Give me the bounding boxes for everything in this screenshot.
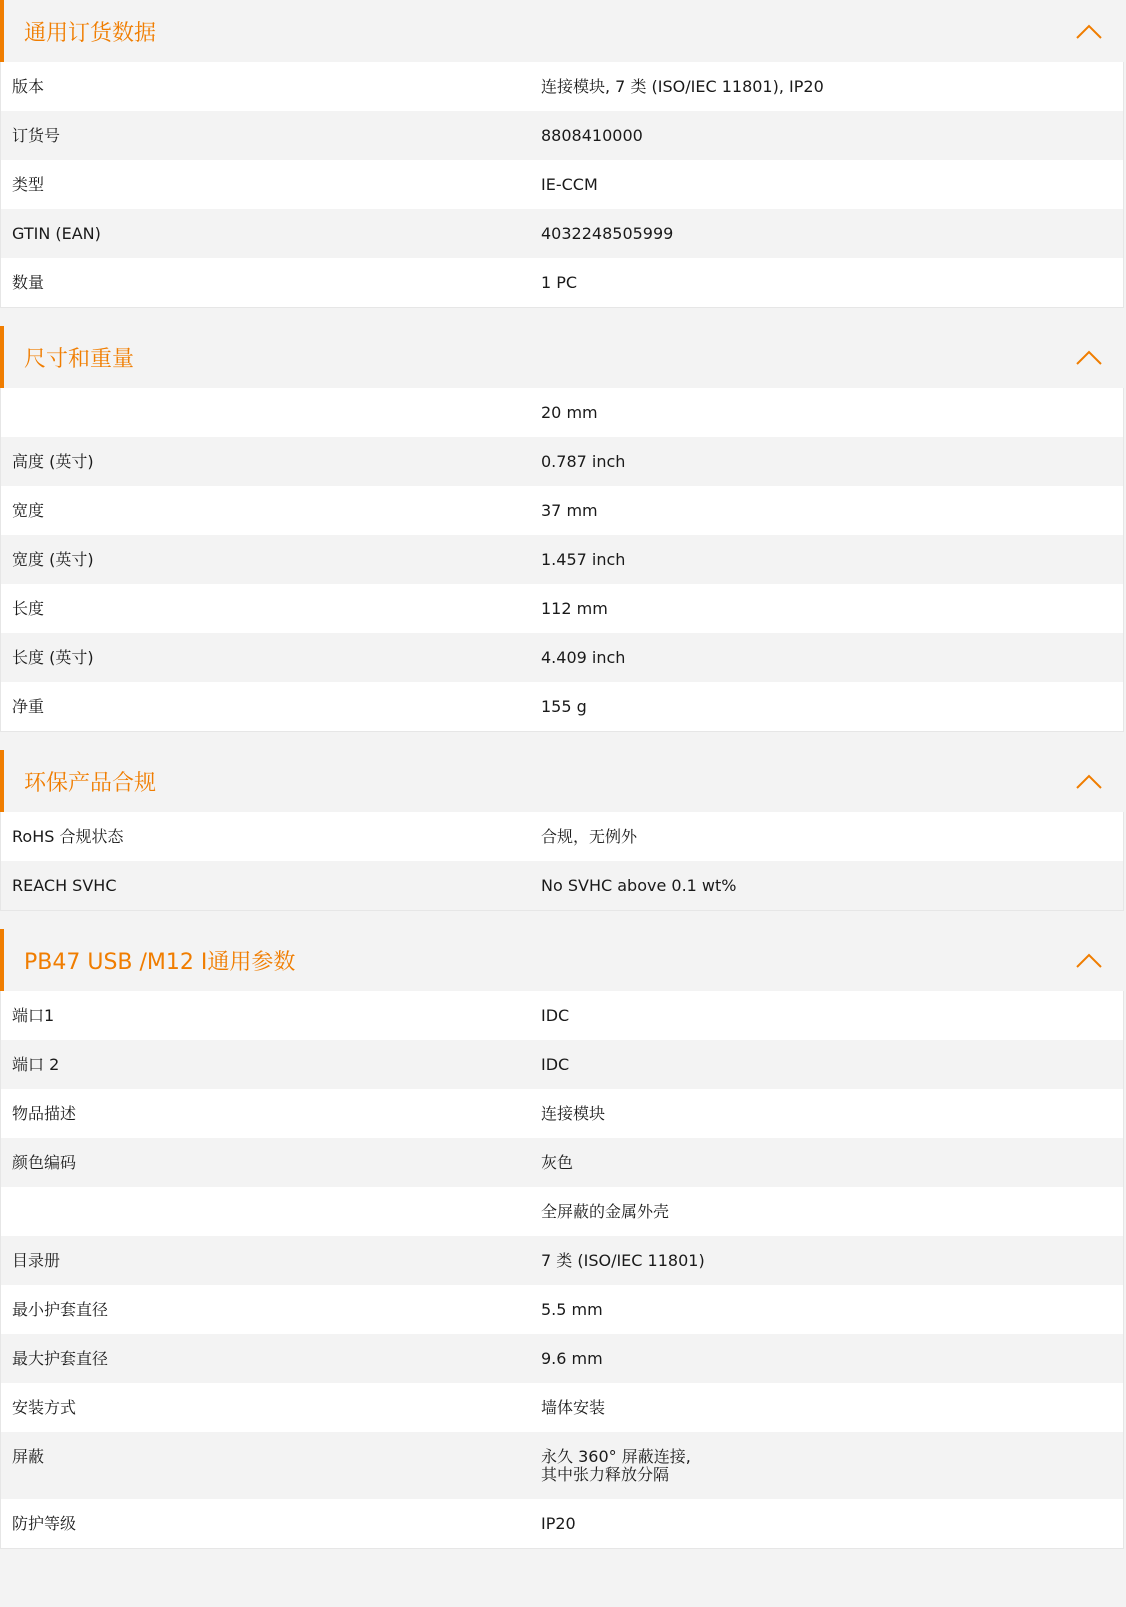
table-row bbox=[1, 584, 1123, 633]
table-row bbox=[1, 861, 1123, 910]
row-value: 连接模块, 7 类 (ISO/IEC 11801), IP20 bbox=[541, 77, 824, 96]
table-row bbox=[1, 633, 1123, 682]
section-body bbox=[0, 62, 1124, 308]
row-value: 墙体安装 bbox=[541, 1398, 606, 1417]
row-label: 端口 2 bbox=[12, 1055, 60, 1074]
table-row bbox=[1, 1432, 1123, 1499]
table-row bbox=[1, 1040, 1123, 1089]
section-header[interactable] bbox=[0, 929, 1124, 991]
section-title: 通用订货数据 bbox=[24, 20, 157, 46]
next-section-edge bbox=[0, 1567, 1124, 1607]
chevron-up-icon[interactable] bbox=[1074, 344, 1104, 370]
row-value: 1.457 inch bbox=[541, 550, 626, 569]
row-value: 全屏蔽的金属外壳 bbox=[541, 1202, 670, 1221]
table-row bbox=[1, 1089, 1123, 1138]
row-label: 端口1 bbox=[12, 1006, 55, 1025]
section-header[interactable] bbox=[0, 0, 1124, 62]
section-title: PB47 USB /M12 I通用参数 bbox=[24, 949, 296, 975]
table-row bbox=[1, 209, 1123, 258]
table-row bbox=[1, 1236, 1123, 1285]
row-label: 长度 bbox=[12, 599, 45, 618]
row-value: No SVHC above 0.1 wt% bbox=[541, 876, 737, 895]
chevron-up-icon[interactable] bbox=[1074, 768, 1104, 794]
row-value: IDC bbox=[541, 1055, 570, 1074]
chevron-up-icon[interactable] bbox=[1074, 18, 1104, 44]
row-label: 版本 bbox=[12, 77, 45, 96]
row-value: 灰色 bbox=[541, 1153, 574, 1172]
row-label: 屏蔽 bbox=[12, 1447, 45, 1466]
row-value: 合规，无例外 bbox=[541, 827, 638, 846]
table-row bbox=[1, 1334, 1123, 1383]
row-label: 高度 (英寸) bbox=[12, 452, 94, 471]
row-value: 4032248505999 bbox=[541, 224, 674, 243]
row-label: REACH SVHC bbox=[12, 876, 117, 895]
table-row bbox=[1, 535, 1123, 584]
chevron-up-icon[interactable] bbox=[1074, 947, 1104, 973]
row-label: 颜色编码 bbox=[12, 1153, 77, 1172]
row-value: IP20 bbox=[541, 1514, 576, 1533]
row-label: 目录册 bbox=[12, 1251, 61, 1270]
row-value: 8808410000 bbox=[541, 126, 643, 145]
row-value: 永久 360° 屏蔽连接, 其中张力释放分隔 bbox=[541, 1447, 691, 1484]
row-value: 9.6 mm bbox=[541, 1349, 603, 1368]
row-value: 4.409 inch bbox=[541, 648, 626, 667]
section-title: 尺寸和重量 bbox=[24, 346, 135, 372]
row-label: 数量 bbox=[12, 273, 45, 292]
row-value: 112 mm bbox=[541, 599, 608, 618]
row-value: 1 PC bbox=[541, 273, 578, 292]
row-label: 宽度 (英寸) bbox=[12, 550, 94, 569]
row-value: 37 mm bbox=[541, 501, 598, 520]
section-general-parameters bbox=[0, 929, 1124, 1549]
row-value: 连接模块 bbox=[541, 1104, 606, 1123]
row-label: 安装方式 bbox=[12, 1398, 77, 1417]
row-label: 最小护套直径 bbox=[12, 1300, 109, 1319]
row-value: IDC bbox=[541, 1006, 570, 1025]
table-row bbox=[1, 437, 1123, 486]
table-row bbox=[1, 682, 1123, 731]
table-row bbox=[1, 388, 1123, 437]
row-label: 防护等级 bbox=[12, 1514, 77, 1533]
section-general-ordering-data bbox=[0, 0, 1124, 308]
row-value: 0.787 inch bbox=[541, 452, 626, 471]
section-body bbox=[0, 991, 1124, 1549]
section-dimensions-weight bbox=[0, 326, 1124, 732]
table-row bbox=[1, 160, 1123, 209]
row-label: 物品描述 bbox=[12, 1104, 77, 1123]
row-label: GTIN (EAN) bbox=[12, 224, 101, 243]
section-environmental-compliance bbox=[0, 750, 1124, 911]
row-value: 5.5 mm bbox=[541, 1300, 603, 1319]
row-value: IE-CCM bbox=[541, 175, 598, 194]
section-body bbox=[0, 812, 1124, 911]
row-label: 最大护套直径 bbox=[12, 1349, 109, 1368]
section-body bbox=[0, 388, 1124, 732]
section-header[interactable] bbox=[0, 750, 1124, 812]
row-value: 20 mm bbox=[541, 403, 598, 422]
row-label: 净重 bbox=[12, 697, 45, 716]
table-row bbox=[1, 1187, 1123, 1236]
row-label: RoHS 合规状态 bbox=[12, 827, 124, 846]
row-label: 宽度 bbox=[12, 501, 45, 520]
section-title: 环保产品合规 bbox=[24, 770, 157, 796]
row-label: 订货号 bbox=[12, 126, 61, 145]
table-row bbox=[1, 1499, 1123, 1548]
table-row bbox=[1, 111, 1123, 160]
table-row bbox=[1, 258, 1123, 307]
table-row bbox=[1, 991, 1123, 1040]
table-row bbox=[1, 62, 1123, 111]
row-value: 155 g bbox=[541, 697, 587, 716]
table-row bbox=[1, 1138, 1123, 1187]
row-value: 7 类 (ISO/IEC 11801) bbox=[541, 1251, 705, 1270]
row-label: 长度 (英寸) bbox=[12, 648, 94, 667]
table-row bbox=[1, 1383, 1123, 1432]
section-header[interactable] bbox=[0, 326, 1124, 388]
table-row bbox=[1, 486, 1123, 535]
row-label: 类型 bbox=[12, 175, 45, 194]
table-row bbox=[1, 1285, 1123, 1334]
table-row bbox=[1, 812, 1123, 861]
